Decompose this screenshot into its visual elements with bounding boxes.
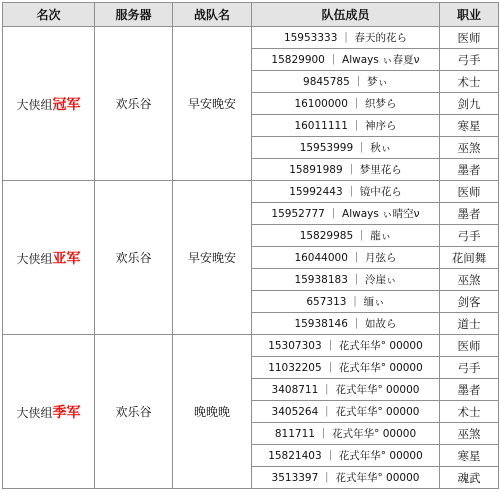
job-cell: 寒星 bbox=[440, 115, 499, 137]
server-cell: 欢乐谷 bbox=[95, 27, 173, 181]
member-cell: 3405264 ｜ 花式年华° 00000 bbox=[252, 401, 440, 423]
job-cell: 巫煞 bbox=[440, 269, 499, 291]
job-cell: 墨者 bbox=[440, 159, 499, 181]
member-cell: 657313 ｜ 缅ぃ bbox=[252, 291, 440, 313]
member-cell: 15992443 ｜ 镜中花ら bbox=[252, 181, 440, 203]
member-cell: 15953999 ｜ 秋ぃ bbox=[252, 137, 440, 159]
member-cell: 15829985 ｜ 龍ぃ bbox=[252, 225, 440, 247]
header-rank: 名次 bbox=[3, 3, 95, 27]
member-cell: 15891989 ｜ 梦里花ら bbox=[252, 159, 440, 181]
job-cell: 寒星 bbox=[440, 445, 499, 467]
member-cell: 16100000 ｜ 织梦ら bbox=[252, 93, 440, 115]
job-cell: 花间舞 bbox=[440, 247, 499, 269]
rank-title: 亚军 bbox=[52, 250, 81, 267]
job-cell: 医师 bbox=[440, 335, 499, 357]
rank-cell bbox=[3, 27, 95, 181]
job-cell: 术士 bbox=[440, 71, 499, 93]
rank-title: 冠军 bbox=[52, 96, 81, 113]
job-cell: 魂武 bbox=[440, 467, 499, 489]
member-cell: 15821403 ｜ 花式年华° 00000 bbox=[252, 445, 440, 467]
member-cell: 15953333 ｜ 春天的花ら bbox=[252, 27, 440, 49]
member-cell: 11032205 ｜ 花式年华° 00000 bbox=[252, 357, 440, 379]
member-cell: 15938146 ｜ 如故ら bbox=[252, 313, 440, 335]
job-cell: 弓手 bbox=[440, 357, 499, 379]
rank-prefix: 大侠组 bbox=[16, 251, 53, 266]
rank-prefix: 大侠组 bbox=[16, 405, 53, 420]
table-row bbox=[3, 27, 499, 49]
header-server: 服务器 bbox=[95, 3, 173, 27]
member-cell: 15307303 ｜ 花式年华° 00000 bbox=[252, 335, 440, 357]
job-cell: 医师 bbox=[440, 27, 499, 49]
server-cell: 欢乐谷 bbox=[95, 181, 173, 335]
header-team: 战队名 bbox=[173, 3, 252, 27]
rank-title: 季军 bbox=[52, 404, 81, 421]
job-cell: 弓手 bbox=[440, 49, 499, 71]
member-cell: 16044000 ｜ 月弦ら bbox=[252, 247, 440, 269]
job-cell: 医师 bbox=[440, 181, 499, 203]
results-body bbox=[3, 27, 499, 489]
rank-cell bbox=[3, 181, 95, 335]
table-row bbox=[3, 181, 499, 203]
header-members: 队伍成员 bbox=[252, 3, 440, 27]
table-row bbox=[3, 335, 499, 357]
header-job: 职业 bbox=[440, 3, 499, 27]
team-cell: 晚晚晚 bbox=[173, 335, 252, 489]
server-cell: 欢乐谷 bbox=[95, 335, 173, 489]
job-cell: 剑客 bbox=[440, 291, 499, 313]
member-cell: 3513397 ｜ 花式年华° 00000 bbox=[252, 467, 440, 489]
team-cell: 早安晚安 bbox=[173, 27, 252, 181]
rank-prefix: 大侠组 bbox=[16, 97, 53, 112]
header-row bbox=[3, 3, 499, 27]
member-cell: 15952777 ｜ Always ぃ晴空ν bbox=[252, 203, 440, 225]
member-cell: 811711 ｜ 花式年华° 00000 bbox=[252, 423, 440, 445]
job-cell: 巫煞 bbox=[440, 423, 499, 445]
results-table bbox=[2, 2, 499, 489]
job-cell: 巫煞 bbox=[440, 137, 499, 159]
job-cell: 弓手 bbox=[440, 225, 499, 247]
job-cell: 道士 bbox=[440, 313, 499, 335]
team-cell: 早安晚安 bbox=[173, 181, 252, 335]
job-cell: 术士 bbox=[440, 401, 499, 423]
member-cell: 16011111 ｜ 神序ら bbox=[252, 115, 440, 137]
member-cell: 15938183 ｜ 泠崖ぃ bbox=[252, 269, 440, 291]
member-cell: 15829900 ｜ Always ぃ春夏ν bbox=[252, 49, 440, 71]
job-cell: 墨者 bbox=[440, 379, 499, 401]
member-cell: 3408711 ｜ 花式年华° 00000 bbox=[252, 379, 440, 401]
job-cell: 剑九 bbox=[440, 93, 499, 115]
member-cell: 9845785 ｜ 梦ぃ bbox=[252, 71, 440, 93]
rank-cell bbox=[3, 335, 95, 489]
job-cell: 墨者 bbox=[440, 203, 499, 225]
